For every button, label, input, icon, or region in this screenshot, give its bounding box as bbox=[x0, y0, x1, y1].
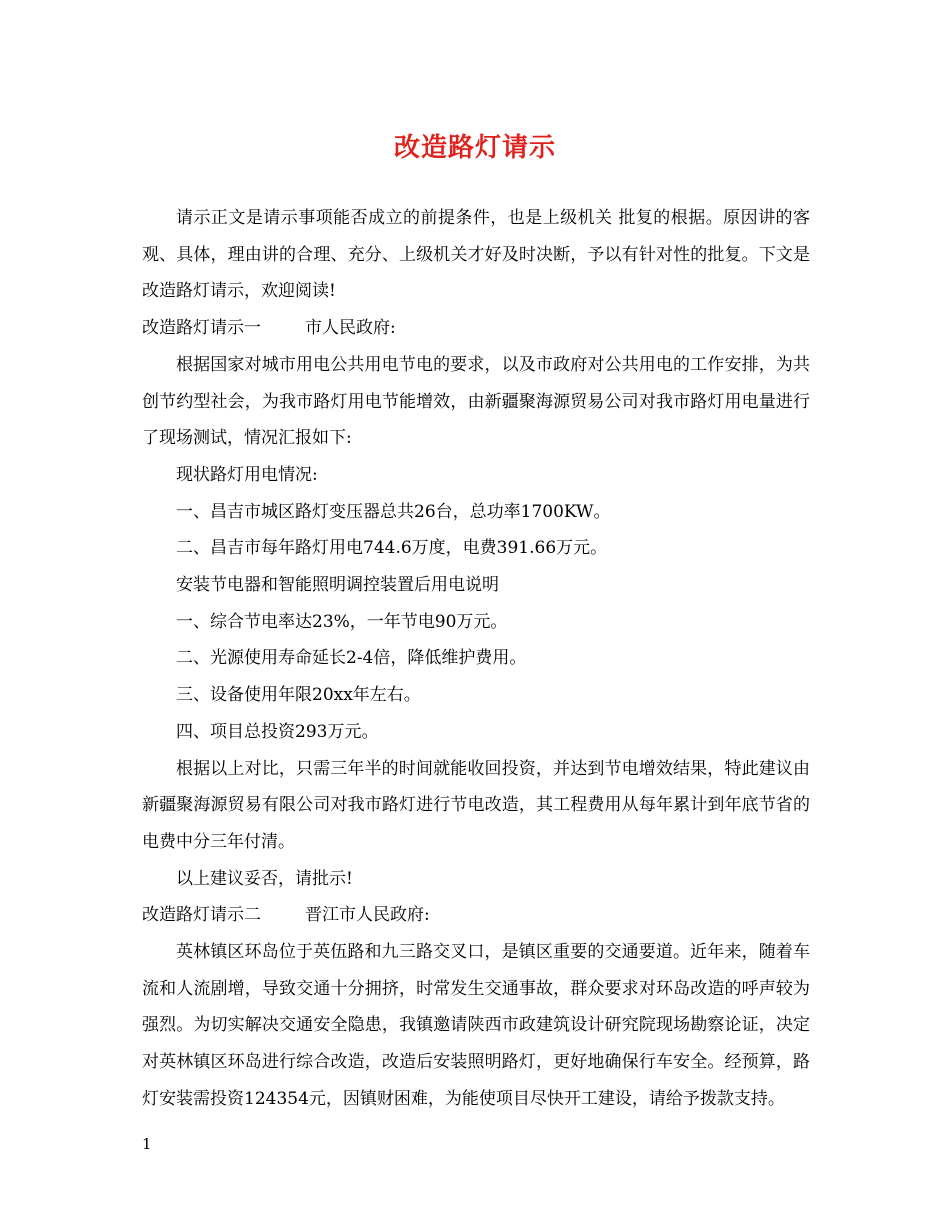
paragraph-intro: 请示正文是请示事项能否成立的前提条件，也是上级机关 批复的根据。原因讲的客观、具体，理由讲的合理、充分、上级机关才好及时决断，予以有针对性的批复。下文是改造路灯请示，欢迎阅读! bbox=[142, 208, 810, 302]
list-item-install-3: 三、设备使用年限20xx年左右。 bbox=[176, 685, 421, 706]
list-item-install-2: 二、光源使用寿命延长2-4倍，降低维护费用。 bbox=[176, 648, 527, 669]
document-title: 改造路灯请示 bbox=[393, 133, 556, 163]
list-item-status-2: 二、昌吉市每年路灯用电744.6万度，电费391.66万元。 bbox=[176, 538, 608, 559]
list-item-install-4: 四、项目总投资293万元。 bbox=[176, 721, 379, 742]
paragraph-background: 根据国家对城市用电公共用电节电的要求，以及市政府对公共用电的工作安排，为共创节约型社会，为我市路灯用电节能增效，由新疆聚海源贸易公司对我市路灯用电量进行了现场测试，情况汇报如下: bbox=[142, 354, 810, 449]
section-heading-2-title: 改造路灯请示二 bbox=[142, 905, 261, 926]
paragraph-conclusion: 根据以上对比，只需三年半的时间就能收回投资，并达到节电增效结果，特此建议由新疆聚海源贸易有限公司对我市路灯进行节电改造，其工程费用从每年累计到年底节省的电费中分三年付清。 bbox=[142, 758, 810, 852]
section-heading-1 bbox=[142, 310, 810, 347]
paragraph-request: 以上建议妥否，请批示! bbox=[176, 868, 353, 889]
list-item-install-1: 一、综合节电率达23%，一年节电90万元。 bbox=[176, 611, 508, 632]
list-item-status-1: 一、昌吉市城区路灯变压器总共26台，总功率1700KW。 bbox=[176, 501, 611, 522]
section-heading-2-addressee: 晋江市人民政府: bbox=[305, 905, 430, 926]
section-heading-2 bbox=[142, 897, 810, 934]
document-body bbox=[142, 200, 810, 1118]
paragraph-roundabout: 英林镇区环岛位于英伍路和九三路交叉口，是镇区重要的交通要道。近年来，随着车流和人流剧增，导致交通十分拥挤，时常发生交通事故，群众要求对环岛改造的呼声较为强烈。为切实解决交通安全隐患，我镇邀请陕西市政建筑设计研究院现场勘察论证，决定对英林镇区环岛进行综合改造，改造后安装照明路灯，更好地确保行车安全。经预算，路灯安装需投资124354元，因镇财困难，为能使项目尽快开工建设，请给予拨款支持。 bbox=[142, 942, 810, 1109]
paragraph-status-heading: 现状路灯用电情况: bbox=[176, 464, 318, 485]
section-heading-1-title: 改造路灯请示一 bbox=[142, 318, 261, 339]
paragraph-install-heading: 安装节电器和智能照明调控装置后用电说明 bbox=[176, 575, 499, 596]
page-number: 1 bbox=[142, 1135, 152, 1153]
section-heading-1-addressee: 市人民政府: bbox=[305, 318, 396, 339]
